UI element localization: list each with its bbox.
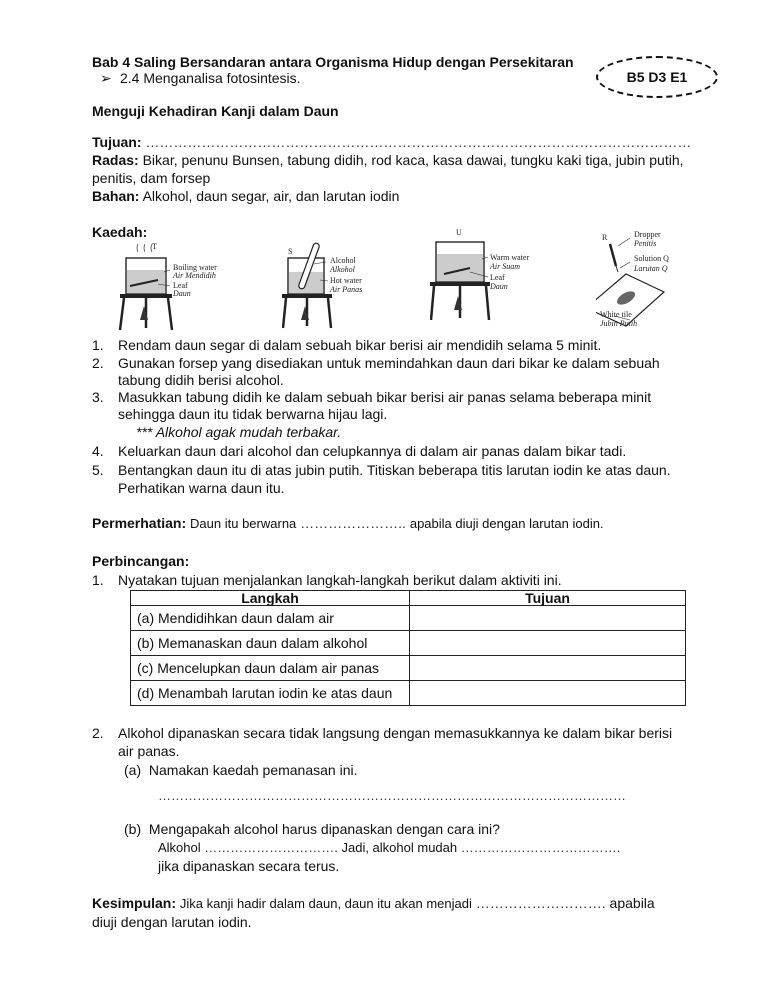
question-text: Nyatakan tujuan menjalankan langkah-langkah berikut dalam aktiviti ini. xyxy=(118,572,562,588)
figure-letter: U xyxy=(456,228,462,237)
step-text: sehingga daun itu tidak berwarna hijau lagi. xyxy=(118,406,388,422)
step-text: Masukkan tabung didih ke dalam sebuah bikar berisi air panas selama beberapa minit xyxy=(118,389,652,405)
step-number: 4. xyxy=(92,443,104,459)
pemerhatian-text: Daun itu berwarna xyxy=(190,516,297,531)
answer-blank-b2[interactable]: ………………………………. xyxy=(460,840,621,855)
step-text: Bentangkan daun itu di atas jubin putih. Titiskan beberapa titis larutan iodin ke atas daun. xyxy=(118,462,671,478)
figure-hot-water-beaker xyxy=(282,238,392,335)
step-number: 2. xyxy=(92,355,104,371)
question-number: 1. xyxy=(92,572,104,588)
step-text: Perhatikan warna daun itu. xyxy=(118,480,285,496)
step-text: Gunakan forsep yang disediakan untuk memindahkan daun dari bikar ke dalam sebuah xyxy=(118,355,660,371)
figure-label: Solution Q xyxy=(634,254,669,263)
subquestion-label: (a) xyxy=(124,762,142,778)
figure-letter: S xyxy=(288,247,293,256)
answer-cell[interactable] xyxy=(410,681,686,706)
pemerhatian-label: Permerhatian: xyxy=(92,515,187,531)
tujuan-blank[interactable]: ……………………………………………………………………………………………………… xyxy=(145,134,692,150)
subquestion-a xyxy=(124,762,357,778)
bullet-arrow-icon: ➢ xyxy=(100,70,112,86)
subquestion-text: Mengapakah alcohol harus dipanaskan dengan cara ini? xyxy=(148,821,500,837)
table-cell: (c) Mencelupkan daun dalam air panas xyxy=(131,656,410,681)
radas-label: Radas: xyxy=(92,152,139,168)
question-text: Alkohol dipanaskan secara tidak langsung dengan memasukkannya ke dalam bikar berisi xyxy=(118,725,673,741)
tujuan-row xyxy=(92,134,691,150)
figure-label: Air Panas xyxy=(330,285,363,294)
figure-label: Air Mendidih xyxy=(173,271,216,280)
table-row xyxy=(131,631,686,656)
table-header: Tujuan xyxy=(410,591,686,606)
figure-warm-water-beaker xyxy=(430,226,540,324)
subquestion-b xyxy=(124,821,500,837)
kesimpulan-text: Jika kanji hadir dalam daun, daun itu akan menjadi xyxy=(179,896,472,911)
step-number: 5. xyxy=(92,462,104,478)
subtopic: 2.4 Menganalisa fotosintesis. xyxy=(120,70,301,86)
kesimpulan-text-cont: diuji dengan larutan iodin. xyxy=(92,914,252,930)
figure-label: Leaf xyxy=(490,273,505,282)
pemerhatian-row xyxy=(92,515,604,531)
answer-cell[interactable] xyxy=(410,656,686,681)
step-text: Rendam daun segar di dalam sebuah bikar berisi air mendidih selama 5 minit. xyxy=(118,337,602,353)
table-row xyxy=(131,606,686,631)
answer-blank-b1[interactable]: ………………………… xyxy=(204,840,335,855)
figure-label: Alcohol xyxy=(330,256,356,265)
langkah-tujuan-table xyxy=(130,590,686,706)
figure-label: Leaf xyxy=(173,281,188,290)
chapter-title: Bab 4 Saling Bersandaran antara Organisma Hidup dengan Persekitaran xyxy=(92,54,574,70)
figure-letter: T xyxy=(152,242,157,251)
radas-text-cont: penitis, dam forsep xyxy=(92,170,211,186)
figure-label: Hot water xyxy=(330,276,362,285)
pemerhatian-text: apabila diuji dengan larutan iodin. xyxy=(409,516,604,531)
kaedah-label: Kaedah: xyxy=(92,224,148,240)
table-cell: (d) Menambah larutan iodin ke atas daun xyxy=(131,681,410,706)
pemerhatian-blank[interactable]: ………………….. xyxy=(300,515,406,531)
figure-label: Jubin Putih xyxy=(600,319,638,328)
radas-row xyxy=(92,152,684,168)
safety-warning: *** Alkohol agak mudah terbakar. xyxy=(136,424,342,440)
figure-label: White tile xyxy=(600,310,632,319)
kesimpulan-row xyxy=(92,895,655,911)
level-badge: B5 D3 E1 xyxy=(596,56,718,98)
table-header-row xyxy=(131,591,686,606)
table-header: Langkah xyxy=(131,591,410,606)
figure-boiling-beaker xyxy=(118,240,230,335)
bahan-label: Bahan: xyxy=(92,188,140,204)
answer-text: Alkohol xyxy=(158,840,201,855)
kesimpulan-label: Kesimpulan: xyxy=(92,895,177,911)
table-row xyxy=(131,681,686,706)
figure-label: Dropper xyxy=(634,230,661,239)
figure-label: Larutan Q xyxy=(634,264,668,273)
answer-blank-a[interactable]: ……………………………………………………………………………………………… xyxy=(158,788,626,803)
bahan-row xyxy=(92,188,399,204)
answer-cell[interactable] xyxy=(410,606,686,631)
tujuan-label: Tujuan: xyxy=(92,134,142,150)
table-cell: (b) Memanaskan daun dalam alkohol xyxy=(131,631,410,656)
answer-text: jika dipanaskan secara terus. xyxy=(158,858,340,874)
step-text: tabung didih berisi alcohol. xyxy=(118,372,284,388)
figure-iodin-test xyxy=(596,228,716,332)
figure-label: Air Suam xyxy=(490,262,520,271)
step-text: Keluarkan daun dari alcohol dan celupkannya di dalam air panas dalam bikar tadi. xyxy=(118,443,627,459)
figure-label: Boiling water xyxy=(173,263,217,272)
answer-line-b xyxy=(158,840,620,855)
step-number: 3. xyxy=(92,389,104,405)
figure-label: Alkohol xyxy=(330,265,355,274)
bahan-text: Alkohol, daun segar, air, dan larutan iodin xyxy=(142,188,400,204)
kesimpulan-blank[interactable]: ………………………. xyxy=(475,895,606,911)
figure-label: Daun xyxy=(490,282,508,291)
step-number: 1. xyxy=(92,337,104,353)
figure-label: Daun xyxy=(173,289,191,298)
answer-text: . Jadi, alkohol mudah xyxy=(334,840,458,855)
table-row xyxy=(131,656,686,681)
table-cell: (a) Mendidihkan daun dalam air xyxy=(131,606,410,631)
subquestion-label: (b) xyxy=(124,821,142,837)
radas-text: Bikar, penunu Bunsen, tabung didih, rod kaca, kasa dawai, tungku kaki tiga, jubin putih, xyxy=(142,152,684,168)
perbincangan-label: Perbincangan: xyxy=(92,553,190,569)
subquestion-text: Namakan kaedah pemanasan ini. xyxy=(148,762,358,778)
question-text: air panas. xyxy=(118,743,180,759)
figure-label: Penitis xyxy=(634,239,657,248)
question-number: 2. xyxy=(92,725,104,741)
kesimpulan-text: apabila xyxy=(609,895,655,911)
figure-letter: R xyxy=(602,233,608,242)
page-title: Menguji Kehadiran Kanji dalam Daun xyxy=(92,103,339,119)
figure-label: Warm water xyxy=(490,253,530,262)
answer-cell[interactable] xyxy=(410,631,686,656)
